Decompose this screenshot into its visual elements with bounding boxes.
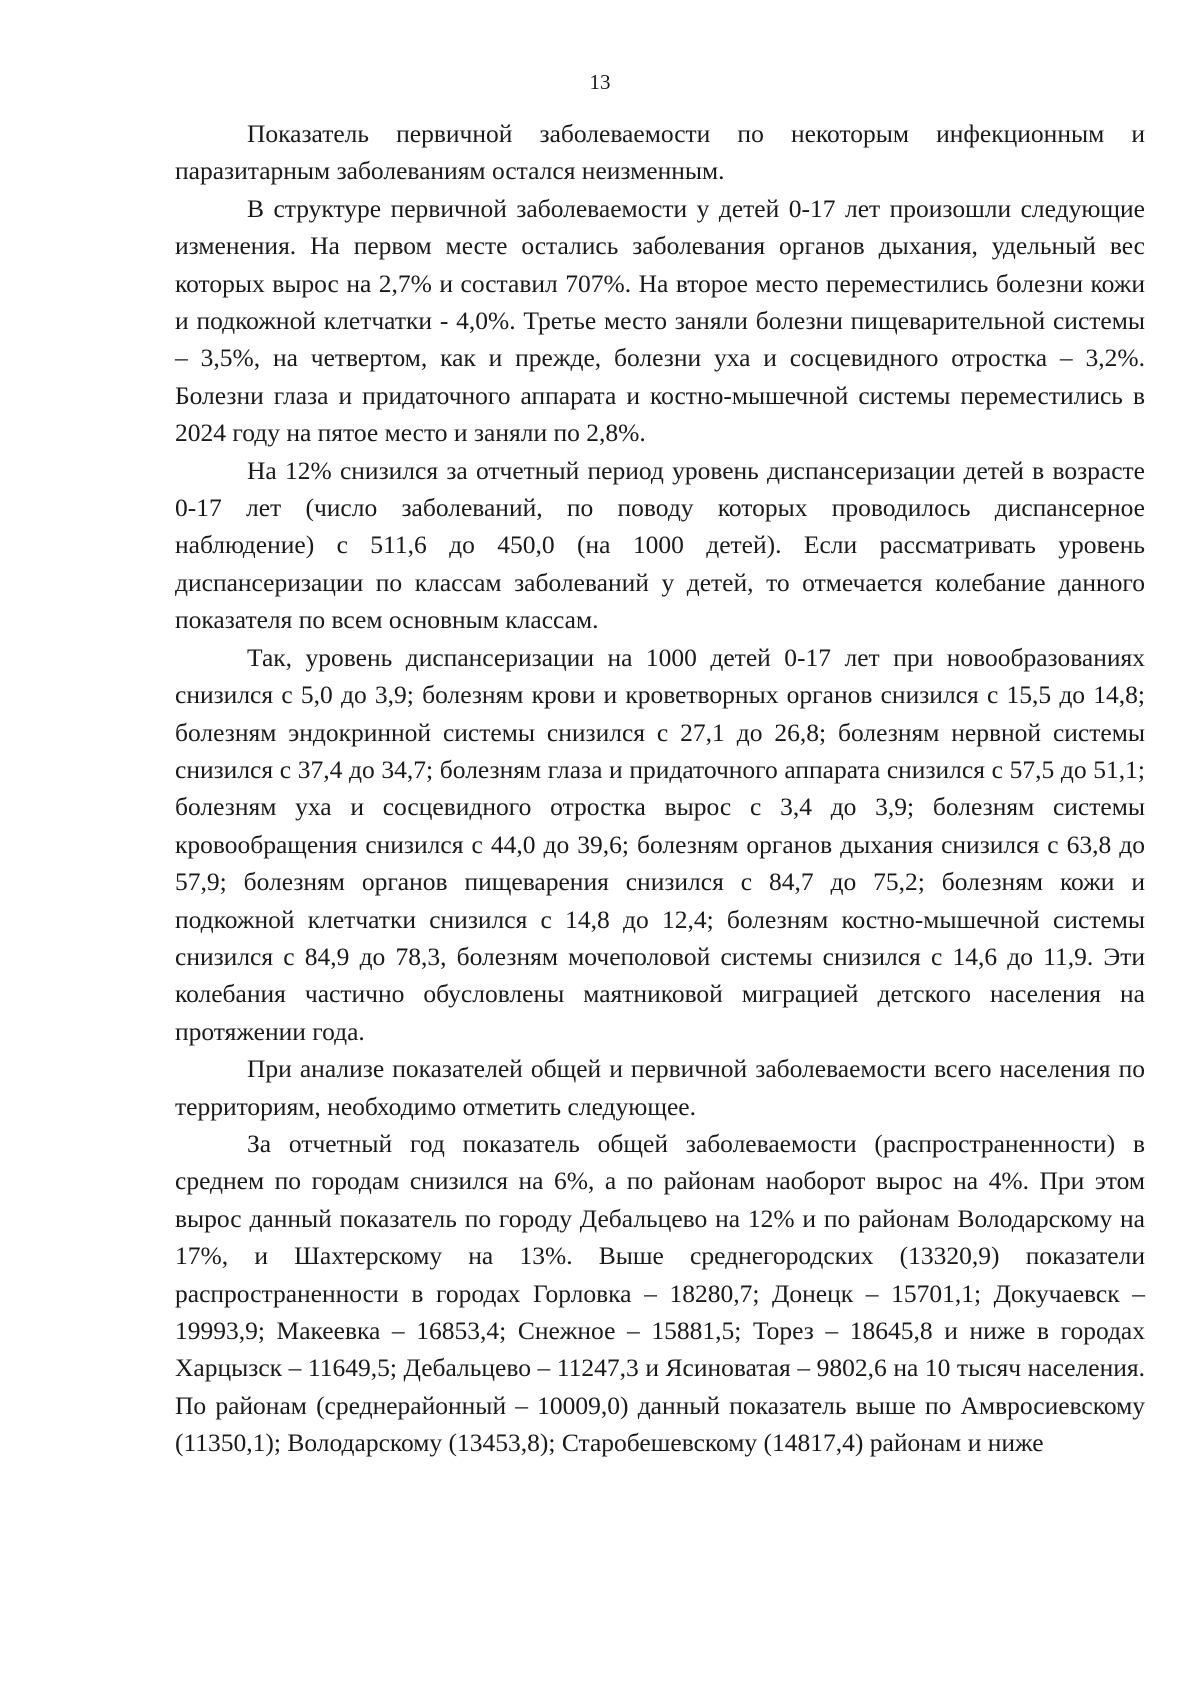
document-body bbox=[175, 115, 1145, 1462]
paragraph-territory-analysis-intro: При анализе показателей общей и первичной заболеваемости всего населения по территориям, необходимо отметить следующее. bbox=[175, 1054, 1145, 1121]
paragraph-territory-prevalence: За отчетный год показатель общей заболеваемости (распространенности) в среднем по городам снизился на 6%, а по районам наоборот вырос на 4%. При этом вырос данный показатель по городу Дебальцево на 12% и по районам Володарскому на 17%, и Шахтерскому на 13%. Выше среднегородских (13320,9) показатели распространенности в городах Горловка – 18280,7; Донецк – 15701,1; Докучаевск – 19993,9; Макеевка – 16853,4; Снежное – 15881,5; Торез – 18645,8 и ниже в городах Харцызск – 11649,5; Дебальцево – 11247,3 и Ясиноватая – 9802,6 на 10 тысяч населения. По районам (среднерайонный – 10009,0) данный показатель выше по Амвросиевскому (11350,1); Володарскому (13453,8); Старобешевскому (14817,4) районам и ниже bbox=[175, 1128, 1145, 1458]
page-number: 13 bbox=[589, 70, 611, 94]
paragraph-infectious-diseases: Показатель первичной заболеваемости по некоторым инфекционным и паразитарным заболеваниям остался неизменным. bbox=[175, 119, 1145, 186]
paragraph-dispensary-level: На 12% снизился за отчетный период уровень диспансеризации детей в возрасте 0-17 лет (число заболеваний, по поводу которых проводилось диспансерное наблюдение) с 511,6 до 450,0 (на 1000 детей). Если рассматривать уровень диспансеризации по классам заболеваний у детей, то отмечается колебание данного показателя по всем основным классам. bbox=[175, 455, 1145, 635]
paragraph-dispensary-by-class: Так, уровень диспансеризации на 1000 детей 0-17 лет при новообразованиях снизился с 5,0 до 3,9; болезням крови и кроветворных органов снизился с 15,5 до 14,8; болезням эндокринной системы снизился с 27,1 до 26,8; болезням нервной системы снизился с 37,4 до 34,7; болезням глаза и придаточного аппарата снизился с 57,5 до 51,1; болезням уха и сосцевидного отростка вырос с 3,4 до 3,9; болезням системы кровообращения снизился с 44,0 до 39,6; болезням органов дыхания снизился с 63,8 до 57,9; болезням органов пищеварения снизился с 84,7 до 75,2; болезням кожи и подкожной клетчатки снизился с 14,8 до 12,4; болезням костно-мышечной системы снизился с 84,9 до 78,3, болезням мочеполовой системы снизился с 14,6 до 11,9. Эти колебания частично обусловлены маятниковой миграцией детского населения на протяжении года. bbox=[175, 642, 1145, 1046]
paragraph-children-morbidity-structure: В структуре первичной заболеваемости у детей 0-17 лет произошли следующие изменения. На первом месте остались заболевания органов дыхания, удельный вес которых вырос на 2,7% и составил 707%. На второе место переместились болезни кожи и подкожной клетчатки - 4,0%. Третье место заняли болезни пищеварительной системы – 3,5%, на четвертом, как и прежде, болезни уха и сосцевидного отростка – 3,2%. Болезни глаза и придаточного аппарата и костно-мышечной системы переместились в 2024 году на пятое место и заняли по 2,8%. bbox=[175, 193, 1145, 448]
